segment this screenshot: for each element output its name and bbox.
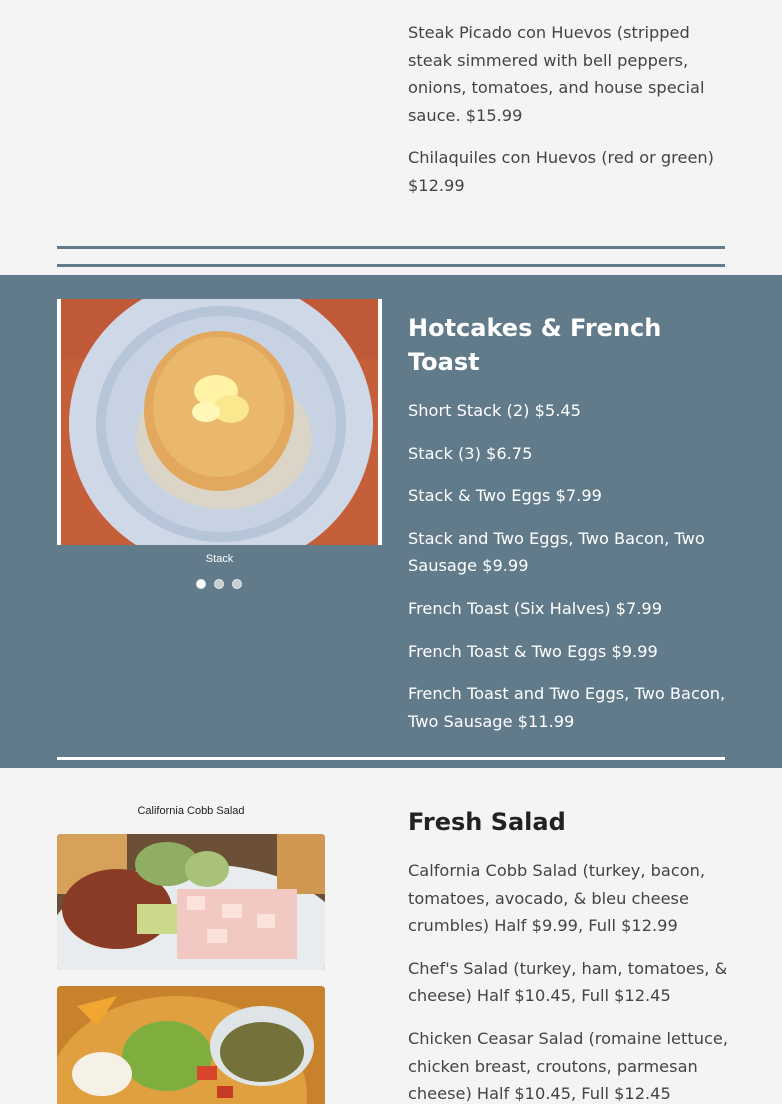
section-title: Hotcakes & French Toast	[408, 314, 662, 376]
taco-salad-illustration	[57, 986, 325, 1104]
salad-menu-list	[408, 805, 728, 1104]
menu-item: Short Stack (2) $5.45	[408, 401, 581, 420]
menu-item: Calfornia Cobb Salad (turkey, bacon, tomatoes, avocado, & bleu cheese crumbles) Half $9.99, Full $12.99	[408, 861, 706, 936]
cobb-salad-illustration	[57, 834, 325, 970]
hotcakes-photo-frame[interactable]	[57, 299, 382, 545]
menu-item: Chef's Salad (turkey, ham, tomatoes, & cheese) Half $10.45, Full $12.45	[408, 958, 728, 1006]
section-divider	[57, 757, 725, 760]
photo-caption: California Cobb Salad	[137, 805, 245, 817]
menu-item: Stack and Two Eggs, Two Bacon, Two Sausage $9.99	[408, 528, 705, 576]
hotcakes-section	[0, 275, 782, 768]
menu-item-chilaquiles: Chilaquiles con Huevos (red or green) $12.99	[408, 148, 714, 195]
pancake-illustration	[61, 299, 378, 545]
menu-item: Chicken Ceasar Salad (romaine lettuce, chicken breast, croutons, parmesan cheese) Half $10.45, Full $12.45	[408, 1028, 728, 1104]
section-divider	[57, 246, 725, 249]
menu-item-steak-picado: Steak Picado con Huevos (stripped steak simmered with bell peppers, onions, tomatoes, and house special sauce. $15.99	[408, 23, 705, 125]
taco-salad-photo[interactable]	[57, 986, 325, 1104]
hotcakes-menu-list	[408, 311, 728, 750]
carousel-dot-3[interactable]	[232, 579, 242, 589]
photo-caption: Stack	[205, 553, 234, 565]
cobb-salad-photo[interactable]	[57, 834, 325, 970]
menu-item: Stack (3) $6.75	[408, 443, 533, 463]
breakfast-section-tail	[0, 0, 782, 275]
breakfast-menu-list	[408, 19, 728, 215]
menu-item: Stack & Two Eggs $7.99	[408, 486, 602, 506]
menu-item: French Toast & Two Eggs $9.99	[408, 641, 658, 661]
carousel-dot-1[interactable]	[196, 579, 206, 589]
salad-section	[0, 768, 782, 1104]
menu-item: French Toast (Six Halves) $7.99	[408, 598, 663, 618]
menu-item: French Toast and Two Eggs, Two Bacon, Two Sausage $11.99	[408, 684, 726, 731]
carousel-dot-2[interactable]	[214, 579, 224, 589]
section-title: Fresh Salad	[408, 808, 566, 836]
pancake-photo	[61, 299, 378, 545]
carousel-dots	[196, 579, 242, 589]
section-divider	[57, 264, 725, 267]
